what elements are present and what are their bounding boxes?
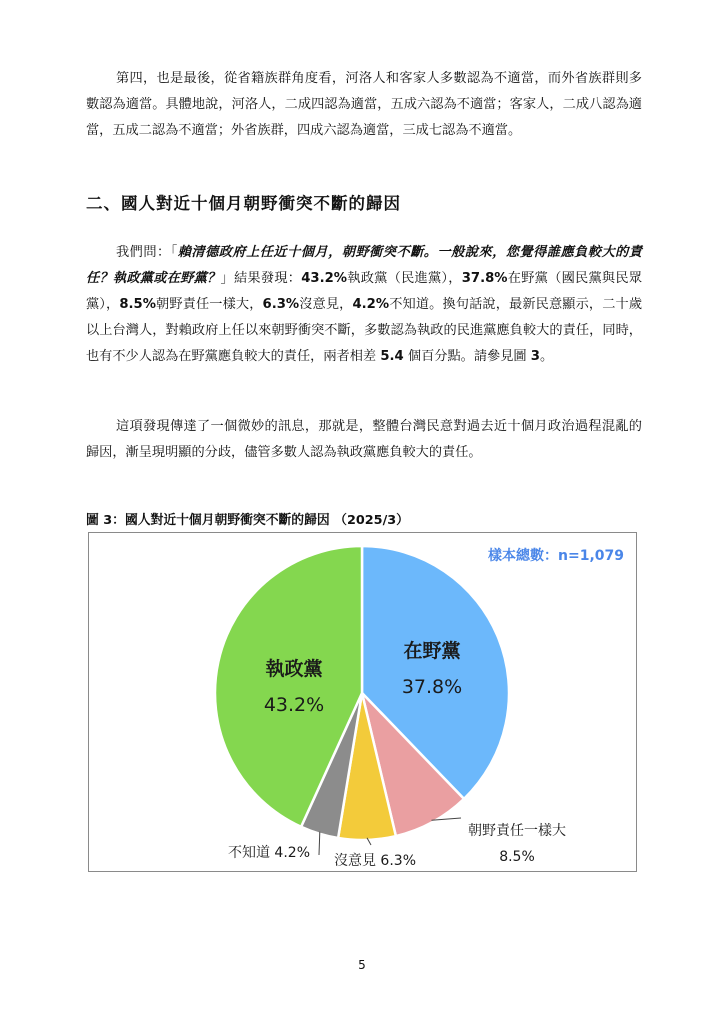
survey-question: 賴清德政府上任近十個月，朝野衝突不斷。一般說來，您覺得誰應負較大的責任？執政黨或在野黨？ <box>86 245 642 286</box>
sample-size-label: 樣本總數：n=1,079 <box>488 548 624 564</box>
stat-value: 43.2% <box>301 271 347 286</box>
section-heading: 二、國人對近十個月朝野衝突不斷的歸因 <box>86 194 401 213</box>
stat-value: 8.5% <box>119 297 156 312</box>
slice-label-no-opinion: 沒意見 6.3% <box>333 853 417 869</box>
stat-value: 37.8% <box>461 271 508 286</box>
slice-value-opposition: 37.8% <box>401 676 463 698</box>
leader-line-dont-know <box>319 832 320 855</box>
page-number: 5 <box>358 958 366 972</box>
slice-label-opposition: 在野黨 <box>403 640 461 662</box>
slice-value-both-equal: 8.5% <box>499 849 535 865</box>
text-segment: 。 <box>539 349 554 364</box>
text-segment: 執政黨（民進黨）， <box>347 271 462 286</box>
text-segment: 朝野責任一樣大， <box>155 297 263 312</box>
text-segment: 個百分點。請參見圖 <box>403 349 531 364</box>
text-segment: 」結果發現： <box>220 271 302 286</box>
paragraph-interpretation: 這項發現傳達了一個微妙的訊息，那就是，整體台灣民意對過去近十個月政治過程混亂的歸因，漸呈現明顯的分歧，儘管多數人認為執政黨應負較大的責任。 <box>86 419 642 460</box>
text-segment: 在野黨（國民黨與民眾黨）， <box>86 271 643 312</box>
slice-value-ruling-party: 43.2% <box>263 694 325 716</box>
paragraph-survey-results <box>86 240 642 370</box>
pie-chart <box>89 533 638 873</box>
stat-value: 4.2% <box>352 297 390 312</box>
slice-label-ruling-party: 執政黨 <box>265 658 323 680</box>
stat-value: 6.3% <box>262 297 300 312</box>
figure-ref-number: 3 <box>530 349 540 364</box>
pie-chart-frame <box>88 532 637 872</box>
stat-value: 5.4 <box>380 349 404 364</box>
paragraph-provincial-groups: 第四，也是最後，從省籍族群角度看，河洛人和客家人多數認為不適當，而外省族群則多數認為適當。具體地說，河洛人，二成四認為適當，五成六認為不適當；客家人，二成八認為適當，五成二認為不適當；外省族群，四成六認為適當，三成七認為不適當。 <box>86 71 642 138</box>
text-segment: 不知道。換句話說，最新民意顯示，二十歲以上台灣人，對賴政府上任以來朝野衝突不斷，多數認為執政的民進黨應負較大的責任，同時，也有不少人認為在野黨應負較大的責任，兩者相差 <box>86 297 643 364</box>
figure-caption: 圖 3：國人對近十個月朝野衝突不斷的歸因 （2025/3） <box>86 513 409 528</box>
text-segment: 沒意見， <box>299 297 353 312</box>
quote-open: 我們問：「 <box>116 245 178 260</box>
slice-label-dont-know: 不知道 4.2% <box>227 845 311 861</box>
slice-label-both-equal: 朝野責任一樣大 <box>468 823 566 839</box>
